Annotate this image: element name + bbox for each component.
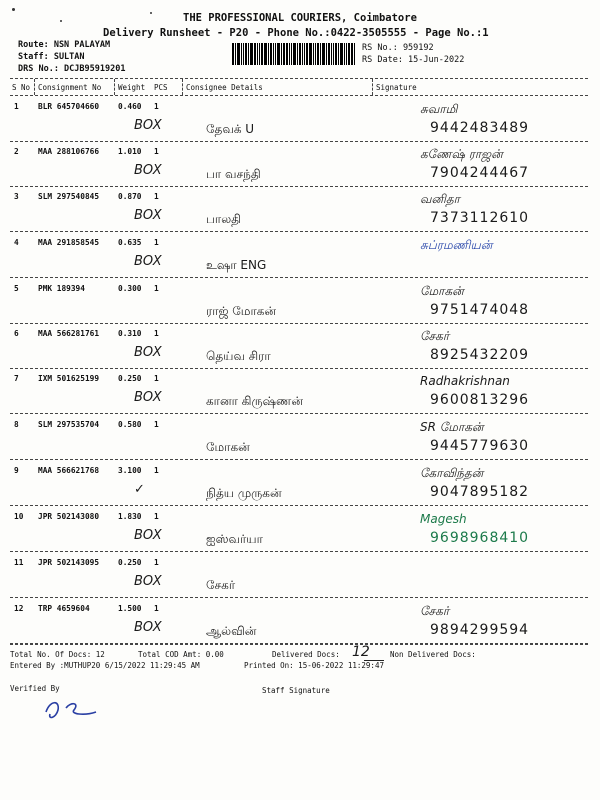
row-consignment-no: BLR 645704660	[38, 102, 100, 111]
row-pcs: 1	[154, 466, 159, 475]
row-box-mark: BOX	[134, 208, 162, 223]
row-pcs: 1	[154, 420, 159, 429]
row-phone: 9751474048	[430, 302, 530, 318]
barcode-bar	[333, 43, 334, 65]
row-consignment-no: SLM 297540845	[38, 192, 100, 201]
total-cod: Total COD Amt: 0.00	[138, 650, 224, 659]
row-signature: Radhakrishnan	[420, 374, 510, 388]
scan-speck	[12, 8, 15, 11]
row-pcs: 1	[154, 192, 159, 201]
row-signature: சேகர்	[420, 604, 450, 618]
row-weight: 1.010	[118, 147, 142, 156]
row-phone: 8925432209	[430, 347, 530, 363]
col-consignee: Consignee Details	[186, 83, 263, 92]
barcode-bar	[354, 43, 355, 65]
col-divider	[114, 79, 115, 95]
row-divider	[10, 551, 588, 552]
row-consignment-no: MAA 291858545	[38, 238, 100, 247]
rs-date: RS Date: 15-Jun-2022	[362, 55, 465, 65]
row-signature: சுப்ரமணியன்	[420, 238, 493, 252]
row-sno: 1	[14, 102, 19, 111]
barcode-bar	[243, 43, 244, 65]
barcode-bar	[302, 43, 303, 65]
barcode-bar	[283, 43, 285, 65]
barcode-bar	[328, 43, 330, 65]
row-box-mark: BOX	[134, 620, 162, 635]
barcode-bar	[322, 43, 325, 65]
barcode-bar	[326, 43, 327, 65]
barcode-bar	[281, 43, 282, 65]
barcode-bar	[317, 43, 319, 65]
row-sno: 6	[14, 329, 19, 338]
row-signature: வனிதா	[420, 192, 460, 206]
row-phone: 7904244467	[430, 165, 530, 181]
row-weight: 0.300	[118, 284, 142, 293]
row-divider	[10, 413, 588, 414]
barcode-bar	[273, 43, 274, 65]
non-delivered-label: Non Delivered Docs:	[390, 650, 476, 659]
barcode-bar	[250, 43, 253, 65]
row-consignee-name: தேவக் U	[206, 122, 255, 136]
row-consignment-no: MAA 288106766	[38, 147, 100, 156]
row-divider	[10, 141, 588, 142]
runsheet-subtitle: Delivery Runsheet - P20 - Phone No.:0422-3505555 - Page No.:1	[103, 27, 489, 39]
row-consignment-no: JPR 502143095	[38, 558, 100, 567]
row-pcs: 1	[154, 512, 159, 521]
row-pcs: 1	[154, 238, 159, 247]
row-signature: Magesh	[420, 512, 467, 526]
barcode	[232, 43, 356, 65]
row-weight: 1.500	[118, 604, 142, 613]
barcode-bar	[309, 43, 312, 65]
row-sno: 10	[14, 512, 24, 521]
row-consignee-name: ராஜ் மோகன்	[206, 304, 277, 318]
row-pcs: 1	[154, 374, 159, 383]
row-signature: கோவிந்தன்	[420, 466, 484, 480]
row-signature: மோகன்	[420, 284, 464, 298]
row-box-mark: BOX	[134, 390, 162, 405]
row-consignee-name: ஐஸ்வர்யா	[206, 532, 263, 546]
barcode-bar	[235, 43, 236, 65]
row-consignee-name: பாலதி	[206, 212, 241, 226]
row-divider	[10, 323, 588, 324]
barcode-bar	[346, 43, 347, 65]
barcode-bar	[335, 43, 337, 65]
staff-signature-label: Staff Signature	[262, 686, 330, 695]
row-signature: சுவாமி	[420, 102, 458, 116]
barcode-bar	[237, 43, 240, 65]
row-weight: 1.830	[118, 512, 142, 521]
barcode-bar	[293, 43, 296, 65]
row-weight: 0.870	[118, 192, 142, 201]
total-docs: Total No. Of Docs: 12	[10, 650, 105, 659]
col-weight: Weight	[118, 83, 146, 92]
row-consignment-no: IXM 501625199	[38, 374, 100, 383]
row-weight: 0.310	[118, 329, 142, 338]
row-phone: 9445779630	[430, 438, 530, 454]
barcode-bar	[348, 43, 350, 65]
row-sno: 8	[14, 420, 19, 429]
row-consignee-name: நித்ய முருகன்	[206, 486, 282, 500]
row-consignment-no: MAA 566621768	[38, 466, 100, 475]
row-sno: 5	[14, 284, 19, 293]
entered-by: Entered By :MUTHUP20 6/15/2022 11:29:45 AM	[10, 661, 200, 670]
row-phone: 9894299594	[430, 622, 530, 638]
barcode-bar	[248, 43, 249, 65]
barcode-bar	[291, 43, 292, 65]
row-sno: 3	[14, 192, 19, 201]
row-pcs: 1	[154, 558, 159, 567]
barcode-bar	[245, 43, 247, 65]
barcode-bar	[254, 43, 256, 65]
col-divider	[372, 79, 373, 95]
barcode-bar	[306, 43, 308, 65]
row-sno: 12	[14, 604, 24, 613]
row-divider	[10, 277, 588, 278]
row-signature: கணேஷ் ராஜன்	[420, 147, 503, 161]
rs-number: RS No.: 959192	[362, 43, 434, 53]
route-label: Route: NSN PALAYAM	[18, 40, 111, 50]
delivered-docs-label: Delivered Docs:	[272, 650, 340, 659]
col-pcs: PCS	[154, 83, 168, 92]
row-box-mark: BOX	[134, 574, 162, 589]
barcode-bar	[268, 43, 269, 65]
scan-speck	[60, 20, 62, 22]
row-box-mark: BOX	[134, 345, 162, 360]
barcode-bar	[289, 43, 290, 65]
barcode-bar	[275, 43, 276, 65]
row-sno: 2	[14, 147, 19, 156]
barcode-bar	[313, 43, 314, 65]
row-phone: 9442483489	[430, 120, 530, 136]
staff-label: Staff: SULTAN	[18, 52, 85, 62]
row-signature: SR மோகன்	[420, 420, 484, 434]
barcode-bar	[340, 43, 343, 65]
row-divider	[10, 505, 588, 506]
row-phone: 9698968410	[430, 530, 530, 546]
row-pcs: 1	[154, 284, 159, 293]
row-pcs: 1	[154, 329, 159, 338]
row-box-mark: BOX	[134, 118, 162, 133]
row-weight: 0.580	[118, 420, 142, 429]
scan-speck	[150, 12, 152, 14]
row-signature: சேகர்	[420, 329, 450, 343]
row-consignment-no: SLM 297535704	[38, 420, 100, 429]
row-weight: 0.250	[118, 374, 142, 383]
verifier-signature	[40, 692, 110, 728]
row-pcs: 1	[154, 102, 159, 111]
row-divider	[10, 231, 588, 232]
row-pcs: 1	[154, 147, 159, 156]
printed-on: Printed On: 15-06-2022 11:29:47	[244, 661, 384, 670]
row-weight: 0.250	[118, 558, 142, 567]
barcode-bar	[257, 43, 258, 65]
barcode-bar	[344, 43, 345, 65]
barcode-bar	[331, 43, 332, 65]
col-divider	[34, 79, 35, 95]
col-divider	[182, 79, 183, 95]
row-consignment-no: TRP 4659604	[38, 604, 90, 613]
row-sno: 11	[14, 558, 24, 567]
row-sno: 9	[14, 466, 19, 475]
row-box-mark: ✓	[134, 482, 145, 497]
row-box-mark: BOX	[134, 254, 162, 269]
barcode-bar	[232, 43, 234, 65]
barcode-bar	[286, 43, 288, 65]
barcode-bar	[299, 43, 301, 65]
row-weight: 3.100	[118, 466, 142, 475]
row-consignment-no: PMK 189394	[38, 284, 85, 293]
company-title: THE PROFESSIONAL COURIERS, Coimbatore	[183, 12, 417, 24]
row-box-mark: BOX	[134, 163, 162, 178]
barcode-bar	[338, 43, 339, 65]
row-phone: 7373112610	[430, 210, 530, 226]
row-divider	[10, 459, 588, 460]
row-sno: 7	[14, 374, 19, 383]
barcode-bar	[259, 43, 260, 65]
row-divider	[10, 186, 588, 187]
barcode-bar	[241, 43, 242, 65]
row-consignee-name: ஆல்வின்	[206, 624, 257, 638]
barcode-bar	[351, 43, 353, 65]
barcode-bar	[261, 43, 263, 65]
row-pcs: 1	[154, 604, 159, 613]
row-weight: 0.635	[118, 238, 142, 247]
barcode-bar	[315, 43, 316, 65]
row-phone: 9600813296	[430, 392, 530, 408]
row-consignee-name: மோகன்	[206, 440, 250, 454]
table-header-rule	[10, 95, 588, 96]
row-box-mark: BOX	[134, 528, 162, 543]
row-weight: 0.460	[118, 102, 142, 111]
barcode-bar	[277, 43, 280, 65]
footer-rule	[10, 644, 588, 645]
col-sno: S No	[12, 83, 31, 92]
barcode-bar	[270, 43, 272, 65]
row-consignee-name: சேகர்	[206, 578, 236, 592]
row-consignment-no: JPR 502143080	[38, 512, 100, 521]
row-divider	[10, 368, 588, 369]
col-signature: Signature	[376, 83, 417, 92]
row-consignee-name: கானா கிருஷ்ணன்	[206, 394, 303, 408]
row-phone: 9047895182	[430, 484, 530, 500]
verified-by-label: Verified By	[10, 684, 60, 693]
barcode-bar	[304, 43, 305, 65]
table-top-rule	[10, 78, 588, 79]
row-consignee-name: பா வசந்தி	[206, 167, 261, 181]
row-consignee-name: உஷா ENG	[206, 258, 267, 272]
drs-number: DRS No.: DCJB95919201	[18, 64, 126, 74]
delivered-docs-handwritten: 12	[352, 644, 370, 660]
row-consignee-name: தெய்வ சிரா	[206, 349, 271, 363]
row-divider	[10, 597, 588, 598]
barcode-bar	[320, 43, 321, 65]
row-sno: 4	[14, 238, 19, 247]
barcode-bar	[264, 43, 267, 65]
row-consignment-no: MAA 566281761	[38, 329, 100, 338]
barcode-bar	[297, 43, 298, 65]
col-consignment: Consignment No	[38, 83, 102, 92]
